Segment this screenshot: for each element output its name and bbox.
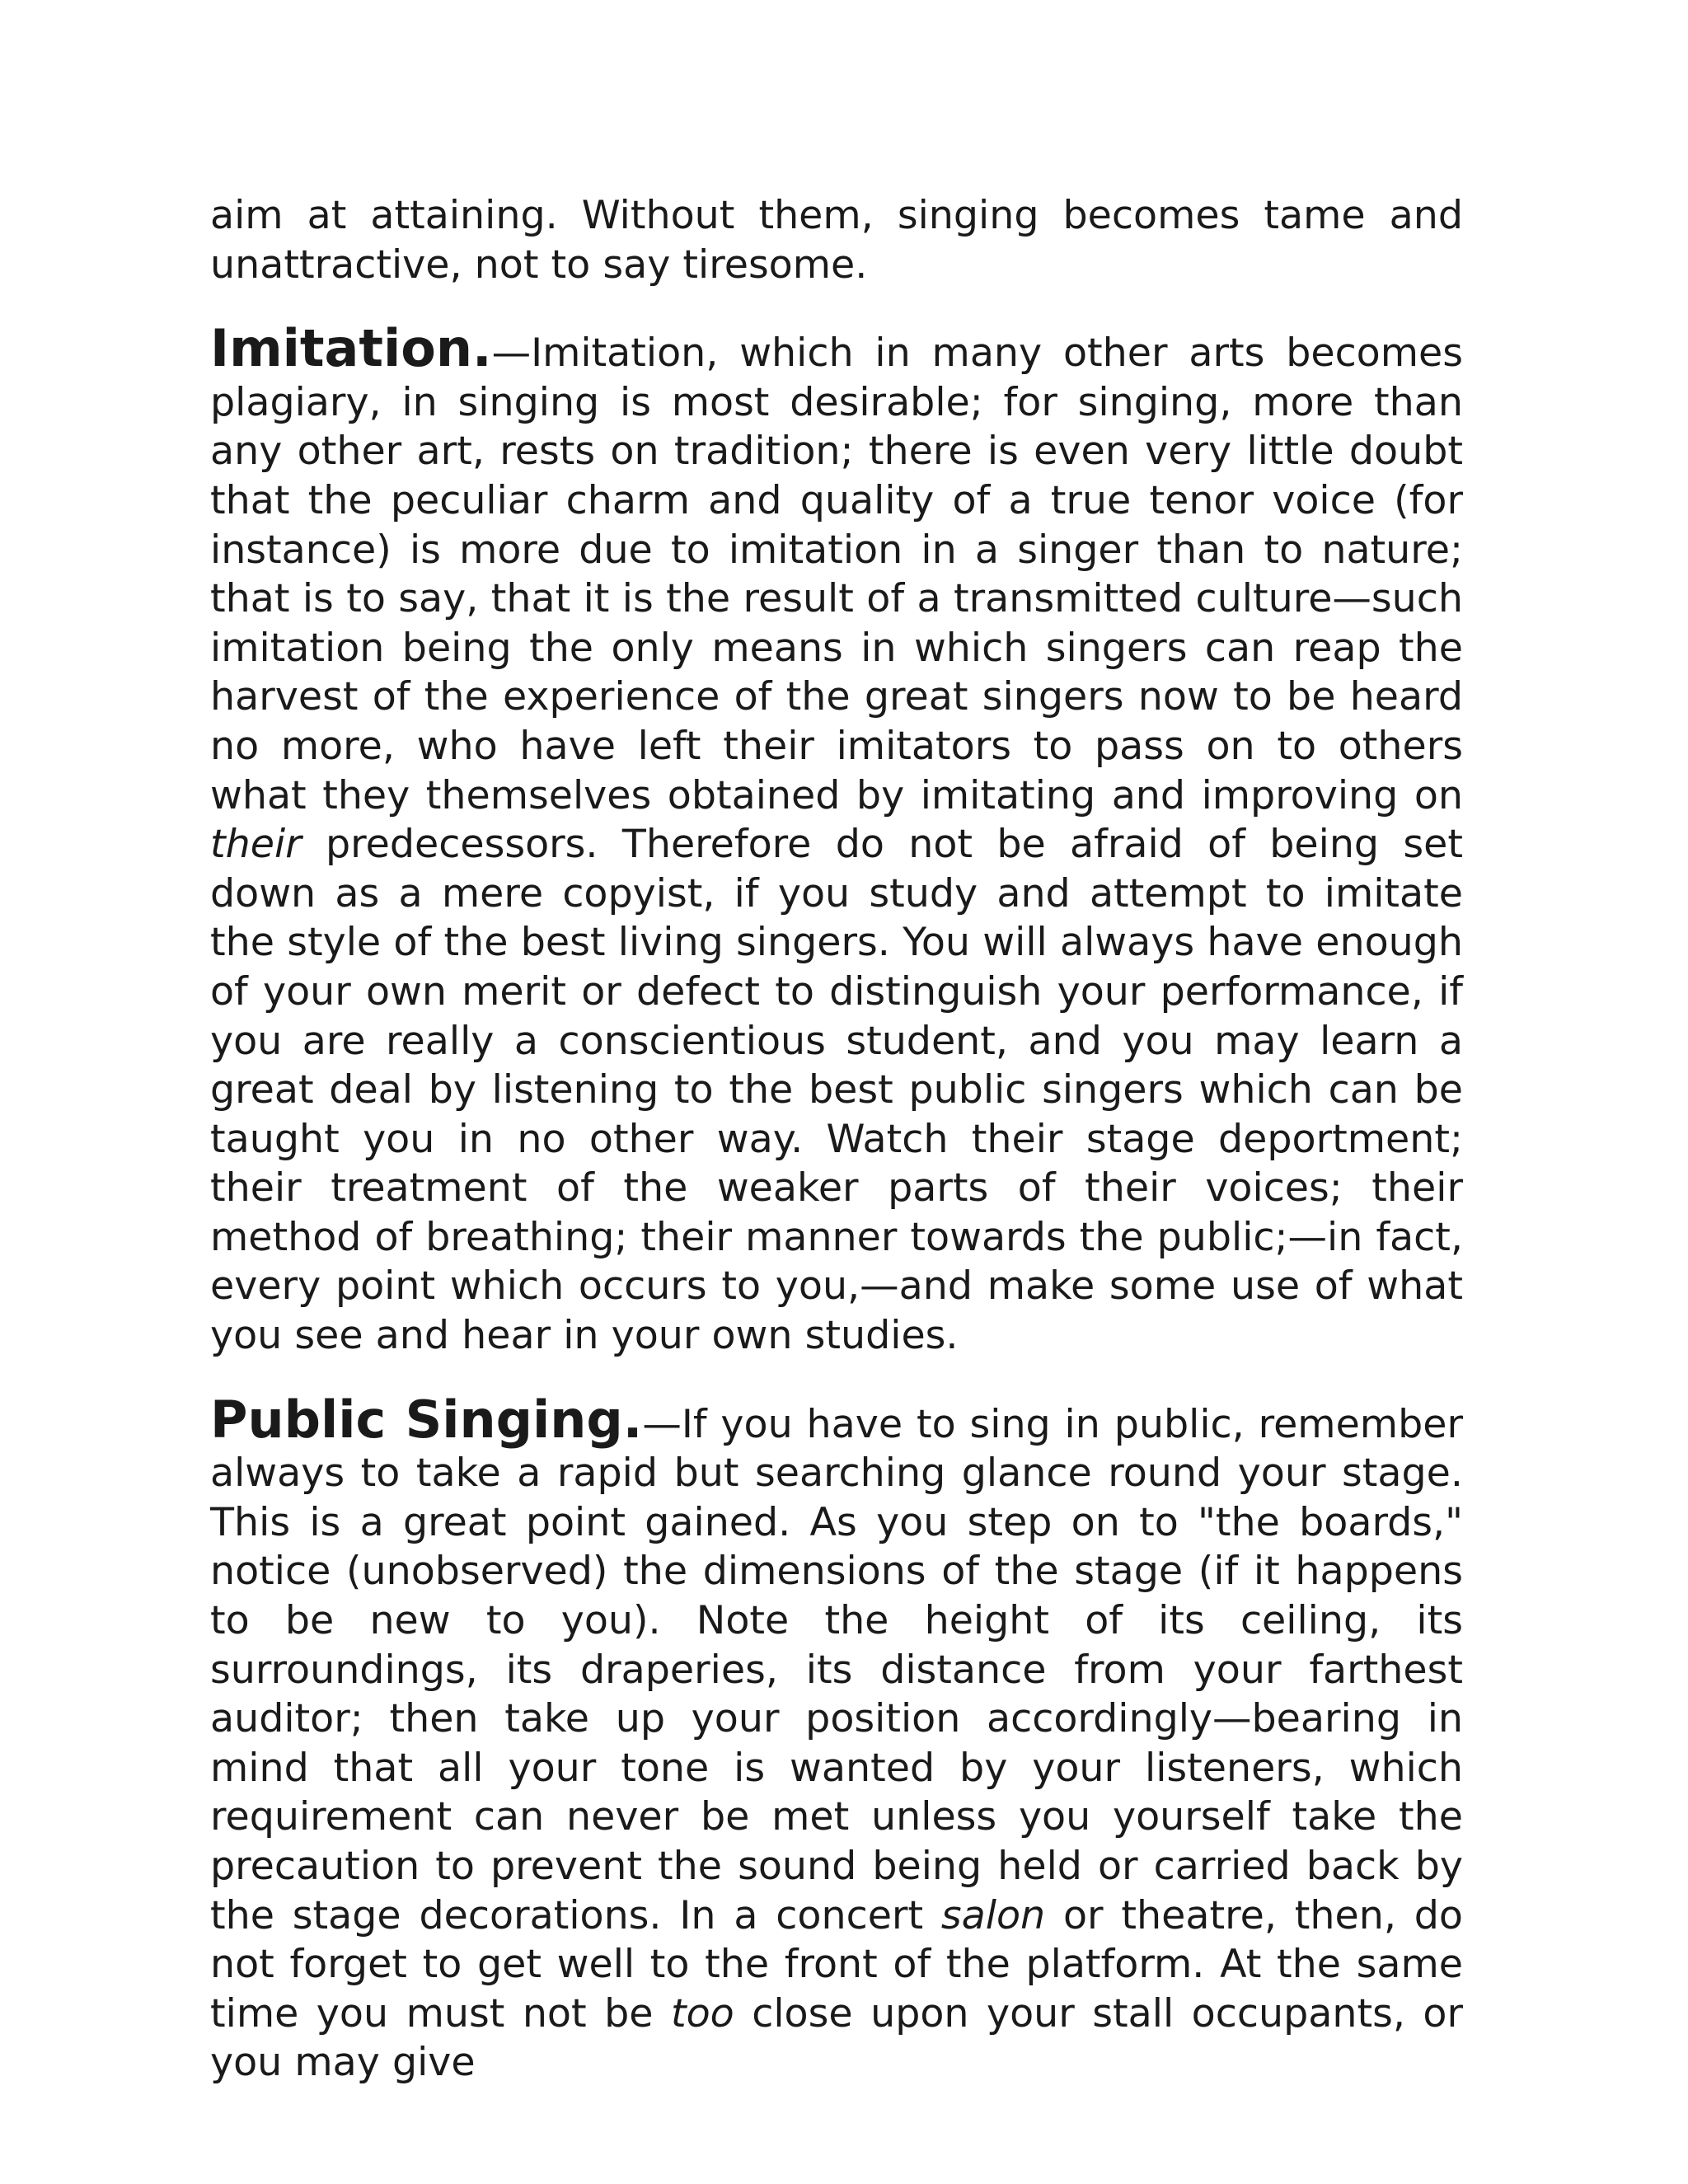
italic-emphasis: too	[671, 1990, 734, 2036]
paragraph-text: —If you have to sing in public, remember always to take a rapid but searching glance round your stage. This is a great point gained. As you step on to "the boards," notice (unobserved) the dimensions of the stage (if it happens to be new to you). Note the height of its ceiling, its surroundings, its draperies, its distance from your farthest auditor; then take up your position accordingly—bearing in mind that all your tone is wanted by your listeners, which requirement can never be met unless you yourself take the precaution to prevent the sound being held or carried back by the stage decorations. In a concert	[210, 1401, 1463, 1938]
italic-emphasis: salon	[940, 1892, 1046, 1938]
paragraph-text: predecessors. Therefore do not be afraid of being set down as a mere copyist, if you study and attempt to imitate the style of the best living singers. You will always have enough of your own merit or defect to distinguish your performance, if you are really a conscientious student, and you may learn a great deal by listening to the best public singers which can be taught you in no other way. Watch their stage deportment; their treatment of the weaker parts of their voices; their method of breathing; their manner towards the public;—in fact, every point which occurs to you,—and make some use of what you see and hear in your own studies.	[210, 822, 1463, 1359]
paragraph-text: —Imitation, which in many other arts becomes plagiary, in singing is most desirable; for singing, more than any other art, rests on tradition; there is even very little doubt that the peculiar charm and quality of a true tenor voice (for instance) is more due to imitation in a singer than to nature; that is to say, that it is the result of a transmitted culture—such imitation being the only means in which singers can reap the harvest of the experience of the great singers now to be heard no more, who have left their imitators to pass on to others what they themselves obtained by imitating and improving on	[210, 330, 1463, 818]
section-heading-public-singing: Public Singing.	[210, 1389, 643, 1450]
page-body	[210, 191, 1463, 2088]
italic-emphasis: their	[210, 822, 302, 868]
paragraph-text: or theatre, then, do not forget to get well to the front of the platform. At the same time you must not be	[210, 1892, 1463, 2036]
paragraph-text: close upon your stall occupants, or you may give	[210, 1990, 1463, 2086]
paragraph-imitation	[210, 318, 1463, 1360]
paragraph-continuation	[210, 191, 1463, 289]
paragraph-public-singing	[210, 1389, 1463, 2088]
paragraph-text: aim at attaining. Without them, singing becomes tame and unattractive, not to say tiresome.	[210, 193, 1463, 288]
section-heading-imitation: Imitation.	[210, 318, 492, 379]
